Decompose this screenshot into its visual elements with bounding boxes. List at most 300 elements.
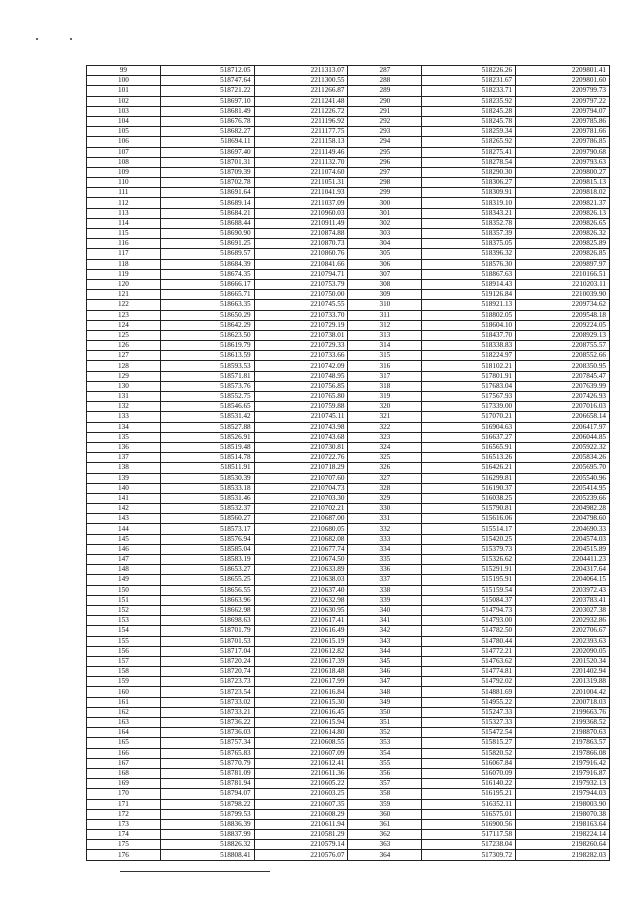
- coordinate-cell: 2209815.13: [516, 178, 610, 188]
- coordinate-cell: 2208552.66: [516, 351, 610, 361]
- coordinate-cell: 2202706.67: [516, 626, 610, 636]
- table-row: [87, 748, 610, 758]
- table-row: [87, 116, 610, 126]
- table-row: [87, 687, 610, 697]
- coordinate-cell: 2210615.30: [254, 697, 348, 707]
- table-row: [87, 259, 610, 269]
- point-id-cell: 162: [87, 707, 161, 717]
- coordinate-cell: 2209826.65: [516, 218, 610, 228]
- coordinate-cell: 2206044.85: [516, 432, 610, 442]
- coordinate-cell: 2209821.37: [516, 198, 610, 208]
- coordinate-cell: 518688.44: [160, 218, 254, 228]
- point-id-cell: 333: [348, 534, 422, 544]
- point-id-cell: 305: [348, 249, 422, 259]
- coordinate-cell: 518765.83: [160, 748, 254, 758]
- coordinate-cell: 2210579.14: [254, 840, 348, 850]
- coordinate-cell: 516195.21: [422, 789, 516, 799]
- coordinate-cell: 518583.19: [160, 555, 254, 565]
- table-row: [87, 188, 610, 198]
- point-id-cell: 323: [348, 432, 422, 442]
- coordinate-cell: 518309.91: [422, 188, 516, 198]
- point-id-cell: 327: [348, 473, 422, 483]
- point-id-cell: 120: [87, 279, 161, 289]
- coordinate-cell: 2209790.68: [516, 147, 610, 157]
- coordinate-cell: 515514.17: [422, 524, 516, 534]
- coordinate-cell: 518573.76: [160, 381, 254, 391]
- point-id-cell: 116: [87, 239, 161, 249]
- coordinate-cell: 2210617.39: [254, 656, 348, 666]
- coordinate-cell: 515472.54: [422, 728, 516, 738]
- table-row: [87, 809, 610, 819]
- point-id-cell: 302: [348, 218, 422, 228]
- point-id-cell: 344: [348, 646, 422, 656]
- coordinate-cell: 2210617.99: [254, 677, 348, 687]
- coordinate-cell: 2210638.03: [254, 575, 348, 585]
- point-id-cell: 336: [348, 565, 422, 575]
- point-id-cell: 176: [87, 850, 161, 860]
- coordinate-cell: 2202393.63: [516, 636, 610, 646]
- coordinate-cell: 518709.39: [160, 167, 254, 177]
- coordinate-cell: 2198224.14: [516, 830, 610, 840]
- coordinate-cell: 2203972.43: [516, 585, 610, 595]
- point-id-cell: 169: [87, 779, 161, 789]
- point-id-cell: 110: [87, 178, 161, 188]
- table-row: [87, 320, 610, 330]
- point-id-cell: 174: [87, 830, 161, 840]
- coordinate-cell: 2210729.33: [254, 341, 348, 351]
- point-id-cell: 329: [348, 493, 422, 503]
- table-row: [87, 269, 610, 279]
- point-id-cell: 362: [348, 830, 422, 840]
- coordinate-cell: 2202090.05: [516, 646, 610, 656]
- coordinate-cell: 2211149.46: [254, 147, 348, 157]
- coordinate-cell: 2210730.81: [254, 442, 348, 452]
- point-id-cell: 114: [87, 218, 161, 228]
- point-id-cell: 321: [348, 412, 422, 422]
- coordinate-cell: 518701.79: [160, 626, 254, 636]
- coordinate-cell: 518701.53: [160, 636, 254, 646]
- point-id-cell: 138: [87, 463, 161, 473]
- coordinate-cell: 515195.91: [422, 575, 516, 585]
- point-id-cell: 361: [348, 819, 422, 829]
- coordinate-cell: 516900.56: [422, 819, 516, 829]
- coordinate-cell: 518736.22: [160, 718, 254, 728]
- table-row: [87, 758, 610, 768]
- table-row: [87, 351, 610, 361]
- coordinate-cell: 518642.29: [160, 320, 254, 330]
- table-row: [87, 290, 610, 300]
- coordinate-cell: 2209793.63: [516, 157, 610, 167]
- table-row: [87, 799, 610, 809]
- point-id-cell: 130: [87, 381, 161, 391]
- table-row: [87, 229, 610, 239]
- coordinate-cell: 2202932.86: [516, 616, 610, 626]
- coordinate-cell: 2210765.80: [254, 392, 348, 402]
- coordinate-cell: 2207639.99: [516, 381, 610, 391]
- coordinate-cell: 2201402.94: [516, 667, 610, 677]
- coordinate-cell: 2209781.66: [516, 127, 610, 137]
- coordinate-cell: 518576.94: [160, 534, 254, 544]
- coordinate-cell: 2210707.60: [254, 473, 348, 483]
- point-id-cell: 150: [87, 585, 161, 595]
- table-row: [87, 534, 610, 544]
- point-id-cell: 287: [348, 66, 422, 76]
- coordinate-cell: 2204317.64: [516, 565, 610, 575]
- point-id-cell: 324: [348, 442, 422, 452]
- coordinate-cell: 2209797.22: [516, 96, 610, 106]
- point-id-cell: 166: [87, 748, 161, 758]
- coordinate-cell: 2208755.57: [516, 341, 610, 351]
- point-id-cell: 304: [348, 239, 422, 249]
- table-row: [87, 249, 610, 259]
- point-id-cell: 310: [348, 300, 422, 310]
- table-row: [87, 544, 610, 554]
- point-id-cell: 101: [87, 86, 161, 96]
- footnote-rule: [120, 871, 270, 872]
- point-id-cell: 103: [87, 106, 161, 116]
- coordinate-cell: 2197916.42: [516, 758, 610, 768]
- coordinate-cell: 2205414.95: [516, 483, 610, 493]
- coordinate-cell: 515247.33: [422, 707, 516, 717]
- point-id-cell: 315: [348, 351, 422, 361]
- coordinate-cell: 518102.21: [422, 361, 516, 371]
- coordinate-cell: 2211051.31: [254, 178, 348, 188]
- point-id-cell: 111: [87, 188, 161, 198]
- coordinate-cell: 518684.39: [160, 259, 254, 269]
- coordinate-cell: 2210632.98: [254, 595, 348, 605]
- coordinate-cell: 518691.25: [160, 239, 254, 249]
- point-id-cell: 343: [348, 636, 422, 646]
- coordinate-cell: 518245.78: [422, 116, 516, 126]
- coordinate-cell: 2210960.03: [254, 208, 348, 218]
- coordinate-cell: 2210756.85: [254, 381, 348, 391]
- coordinate-cell: 518808.41: [160, 850, 254, 860]
- point-id-cell: 149: [87, 575, 161, 585]
- point-id-cell: 136: [87, 442, 161, 452]
- coordinate-cell: 2210603.25: [254, 789, 348, 799]
- coordinates-table: [86, 65, 610, 861]
- coordinate-cell: 2210633.89: [254, 565, 348, 575]
- point-id-cell: 104: [87, 116, 161, 126]
- coordinate-cell: 514780.44: [422, 636, 516, 646]
- point-id-cell: 131: [87, 392, 161, 402]
- coordinate-cell: 2210616.84: [254, 687, 348, 697]
- coordinate-cell: 2210616.45: [254, 707, 348, 717]
- coordinate-cell: 2201520.34: [516, 656, 610, 666]
- coordinate-cell: 2210738.01: [254, 330, 348, 340]
- coordinate-cell: 515159.54: [422, 585, 516, 595]
- point-id-cell: 165: [87, 738, 161, 748]
- coordinate-cell: 2209826.13: [516, 208, 610, 218]
- coordinate-cell: 518655.25: [160, 575, 254, 585]
- coordinate-cell: 515291.91: [422, 565, 516, 575]
- coordinate-cell: 517238.04: [422, 840, 516, 850]
- point-id-cell: 135: [87, 432, 161, 442]
- coordinate-cell: 518343.21: [422, 208, 516, 218]
- point-id-cell: 106: [87, 137, 161, 147]
- coordinate-cell: 2210718.29: [254, 463, 348, 473]
- coordinate-cell: 2204411.23: [516, 555, 610, 565]
- coordinate-cell: 2201004.42: [516, 687, 610, 697]
- point-id-cell: 364: [348, 850, 422, 860]
- coordinate-cell: 2210608.55: [254, 738, 348, 748]
- point-id-cell: 325: [348, 453, 422, 463]
- coordinate-cell: 2209786.85: [516, 137, 610, 147]
- coordinate-cell: 2211300.55: [254, 76, 348, 86]
- coordinate-cell: 2198870.63: [516, 728, 610, 738]
- coordinate-cell: 518531.42: [160, 412, 254, 422]
- point-id-cell: 118: [87, 259, 161, 269]
- coordinate-cell: 2210614.80: [254, 728, 348, 738]
- point-id-cell: 132: [87, 402, 161, 412]
- table-row: [87, 697, 610, 707]
- table-row: [87, 147, 610, 157]
- coordinate-cell: 518619.79: [160, 341, 254, 351]
- point-id-cell: 140: [87, 483, 161, 493]
- coordinate-cell: 2198282.03: [516, 850, 610, 860]
- coordinate-cell: 518375.05: [422, 239, 516, 249]
- coordinate-cell: 514774.81: [422, 667, 516, 677]
- coordinate-cell: 2210581.29: [254, 830, 348, 840]
- coordinate-cell: 2210742.09: [254, 361, 348, 371]
- table-row: [87, 66, 610, 76]
- point-id-cell: 358: [348, 789, 422, 799]
- point-id-cell: 163: [87, 718, 161, 728]
- table-row: [87, 636, 610, 646]
- point-id-cell: 345: [348, 656, 422, 666]
- coordinate-cell: 518723.73: [160, 677, 254, 687]
- coordinate-cell: 518690.90: [160, 229, 254, 239]
- point-id-cell: 115: [87, 229, 161, 239]
- point-id-cell: 125: [87, 330, 161, 340]
- coordinate-cell: 518701.31: [160, 157, 254, 167]
- table-row: [87, 402, 610, 412]
- coordinate-cell: 518396.32: [422, 249, 516, 259]
- table-row: [87, 819, 610, 829]
- coordinate-cell: 2209818.02: [516, 188, 610, 198]
- table-row: [87, 208, 610, 218]
- coordinate-cell: 518235.92: [422, 96, 516, 106]
- point-id-cell: 300: [348, 198, 422, 208]
- coordinate-cell: 518437.70: [422, 330, 516, 340]
- coordinate-cell: 515379.73: [422, 544, 516, 554]
- coordinate-cell: 2210759.88: [254, 402, 348, 412]
- coordinate-cell: 2209801.60: [516, 76, 610, 86]
- coordinate-cell: 2211037.09: [254, 198, 348, 208]
- point-id-cell: 152: [87, 605, 161, 615]
- coordinate-cell: 518585.04: [160, 544, 254, 554]
- coordinate-cell: 2209734.62: [516, 300, 610, 310]
- coordinate-cell: 518275.41: [422, 147, 516, 157]
- coordinate-cell: 2208350.95: [516, 361, 610, 371]
- coordinate-cell: 518245.28: [422, 106, 516, 116]
- table-row: [87, 432, 610, 442]
- point-id-cell: 330: [348, 504, 422, 514]
- coordinate-cell: 519126.84: [422, 290, 516, 300]
- point-id-cell: 126: [87, 341, 161, 351]
- coordinate-cell: 2206417.97: [516, 422, 610, 432]
- coordinate-cell: 2210794.71: [254, 269, 348, 279]
- coordinate-cell: 518514.78: [160, 453, 254, 463]
- point-id-cell: 335: [348, 555, 422, 565]
- coordinate-cell: 517309.72: [422, 850, 516, 860]
- point-id-cell: 123: [87, 310, 161, 320]
- coordinate-cell: 2197863.57: [516, 738, 610, 748]
- table-row: [87, 524, 610, 534]
- coordinate-cell: 2210680.05: [254, 524, 348, 534]
- coordinate-cell: 2209224.05: [516, 320, 610, 330]
- coordinate-cell: 516426.21: [422, 463, 516, 473]
- coordinate-cell: 2204515.89: [516, 544, 610, 554]
- point-id-cell: 348: [348, 687, 422, 697]
- point-id-cell: 142: [87, 504, 161, 514]
- coordinate-cell: 2209897.97: [516, 259, 610, 269]
- coordinate-cell: 514793.00: [422, 616, 516, 626]
- point-id-cell: 293: [348, 127, 422, 137]
- point-id-cell: 128: [87, 361, 161, 371]
- table-row: [87, 483, 610, 493]
- coordinate-cell: 518663.96: [160, 595, 254, 605]
- coordinate-cell: 518674.35: [160, 269, 254, 279]
- coordinate-cell: 518319.10: [422, 198, 516, 208]
- coordinate-cell: 2205695.70: [516, 463, 610, 473]
- coordinate-cell: 2210704.73: [254, 483, 348, 493]
- coordinate-cell: 2211132.70: [254, 157, 348, 167]
- coordinate-cell: 518531.46: [160, 493, 254, 503]
- coordinate-cell: 2210911.49: [254, 218, 348, 228]
- table-row: [87, 127, 610, 137]
- coordinate-cell: 518826.32: [160, 840, 254, 850]
- point-id-cell: 154: [87, 626, 161, 636]
- coordinate-cell: 2210617.41: [254, 616, 348, 626]
- coordinates-table-body: [87, 66, 610, 861]
- coordinate-cell: 2211313.07: [254, 66, 348, 76]
- coordinate-cell: 518781.94: [160, 779, 254, 789]
- point-id-cell: 156: [87, 646, 161, 656]
- coordinate-cell: 2210166.51: [516, 269, 610, 279]
- coordinate-cell: 516067.84: [422, 758, 516, 768]
- coordinate-cell: 2210753.79: [254, 279, 348, 289]
- coordinate-cell: 2203027.38: [516, 605, 610, 615]
- coordinate-cell: 518650.29: [160, 310, 254, 320]
- coordinate-cell: 518546.65: [160, 402, 254, 412]
- coordinate-cell: 515790.81: [422, 504, 516, 514]
- coordinate-cell: 518571.81: [160, 371, 254, 381]
- point-id-cell: 159: [87, 677, 161, 687]
- table-row: [87, 86, 610, 96]
- point-id-cell: 145: [87, 534, 161, 544]
- coordinate-cell: 2205540.96: [516, 473, 610, 483]
- coordinate-cell: 2209799.73: [516, 86, 610, 96]
- coordinate-cell: 2210607.35: [254, 799, 348, 809]
- coordinate-cell: 2210682.08: [254, 534, 348, 544]
- coordinate-cell: 2210615.19: [254, 636, 348, 646]
- point-id-cell: 129: [87, 371, 161, 381]
- point-id-cell: 363: [348, 840, 422, 850]
- coordinate-cell: 518799.53: [160, 809, 254, 819]
- point-id-cell: 124: [87, 320, 161, 330]
- coordinate-cell: 518656.55: [160, 585, 254, 595]
- point-id-cell: 295: [348, 147, 422, 157]
- point-id-cell: 119: [87, 269, 161, 279]
- coordinate-cell: 518519.48: [160, 442, 254, 452]
- coordinate-cell: 514763.62: [422, 656, 516, 666]
- point-id-cell: 309: [348, 290, 422, 300]
- point-id-cell: 360: [348, 809, 422, 819]
- coordinate-cell: 518338.83: [422, 341, 516, 351]
- coordinate-cell: 2210612.82: [254, 646, 348, 656]
- table-row: [87, 330, 610, 340]
- point-id-cell: 170: [87, 789, 161, 799]
- table-row: [87, 167, 610, 177]
- point-id-cell: 153: [87, 616, 161, 626]
- table-row: [87, 442, 610, 452]
- coordinate-cell: 2211226.72: [254, 106, 348, 116]
- table-row: [87, 677, 610, 687]
- coordinate-cell: 514955.22: [422, 697, 516, 707]
- coordinate-cell: 518511.91: [160, 463, 254, 473]
- coordinate-cell: 515616.06: [422, 514, 516, 524]
- coordinate-cell: 518914.43: [422, 279, 516, 289]
- point-id-cell: 334: [348, 544, 422, 554]
- coordinate-cell: 2210702.21: [254, 504, 348, 514]
- point-id-cell: 341: [348, 616, 422, 626]
- coordinate-cell: 2210870.73: [254, 239, 348, 249]
- coordinate-cell: 514772.21: [422, 646, 516, 656]
- table-row: [87, 616, 610, 626]
- coordinate-cell: 518682.27: [160, 127, 254, 137]
- point-id-cell: 168: [87, 768, 161, 778]
- table-row: [87, 473, 610, 483]
- coordinate-cell: 2204798.60: [516, 514, 610, 524]
- table-row: [87, 178, 610, 188]
- point-id-cell: 332: [348, 524, 422, 534]
- coordinate-cell: 516190.37: [422, 483, 516, 493]
- coordinate-cell: 518357.39: [422, 229, 516, 239]
- point-id-cell: 144: [87, 524, 161, 534]
- coordinate-cell: 2210576.07: [254, 850, 348, 860]
- coordinate-cell: 2210733.66: [254, 351, 348, 361]
- table-row: [87, 514, 610, 524]
- coordinate-cell: 514782.50: [422, 626, 516, 636]
- point-id-cell: 113: [87, 208, 161, 218]
- coordinate-cell: 2204064.15: [516, 575, 610, 585]
- point-id-cell: 288: [348, 76, 422, 86]
- coordinate-cell: 518694.11: [160, 137, 254, 147]
- point-id-cell: 326: [348, 463, 422, 473]
- coordinate-cell: 516637.27: [422, 432, 516, 442]
- coordinate-cell: 2205922.32: [516, 442, 610, 452]
- coordinate-cell: 2204982.28: [516, 504, 610, 514]
- point-id-cell: 158: [87, 667, 161, 677]
- coordinate-cell: 518233.71: [422, 86, 516, 96]
- coordinate-cell: 518836.39: [160, 819, 254, 829]
- table-row: [87, 646, 610, 656]
- point-id-cell: 100: [87, 76, 161, 86]
- coordinate-cell: 2211074.60: [254, 167, 348, 177]
- coordinate-cell: 516575.01: [422, 809, 516, 819]
- coordinate-cell: 516904.63: [422, 422, 516, 432]
- coordinate-cell: 518662.98: [160, 605, 254, 615]
- coordinate-cell: 516038.25: [422, 493, 516, 503]
- coordinate-cell: 518530.39: [160, 473, 254, 483]
- point-id-cell: 292: [348, 116, 422, 126]
- table-row: [87, 392, 610, 402]
- coordinate-cell: 516352.11: [422, 799, 516, 809]
- point-id-cell: 349: [348, 697, 422, 707]
- point-id-cell: 121: [87, 290, 161, 300]
- point-id-cell: 160: [87, 687, 161, 697]
